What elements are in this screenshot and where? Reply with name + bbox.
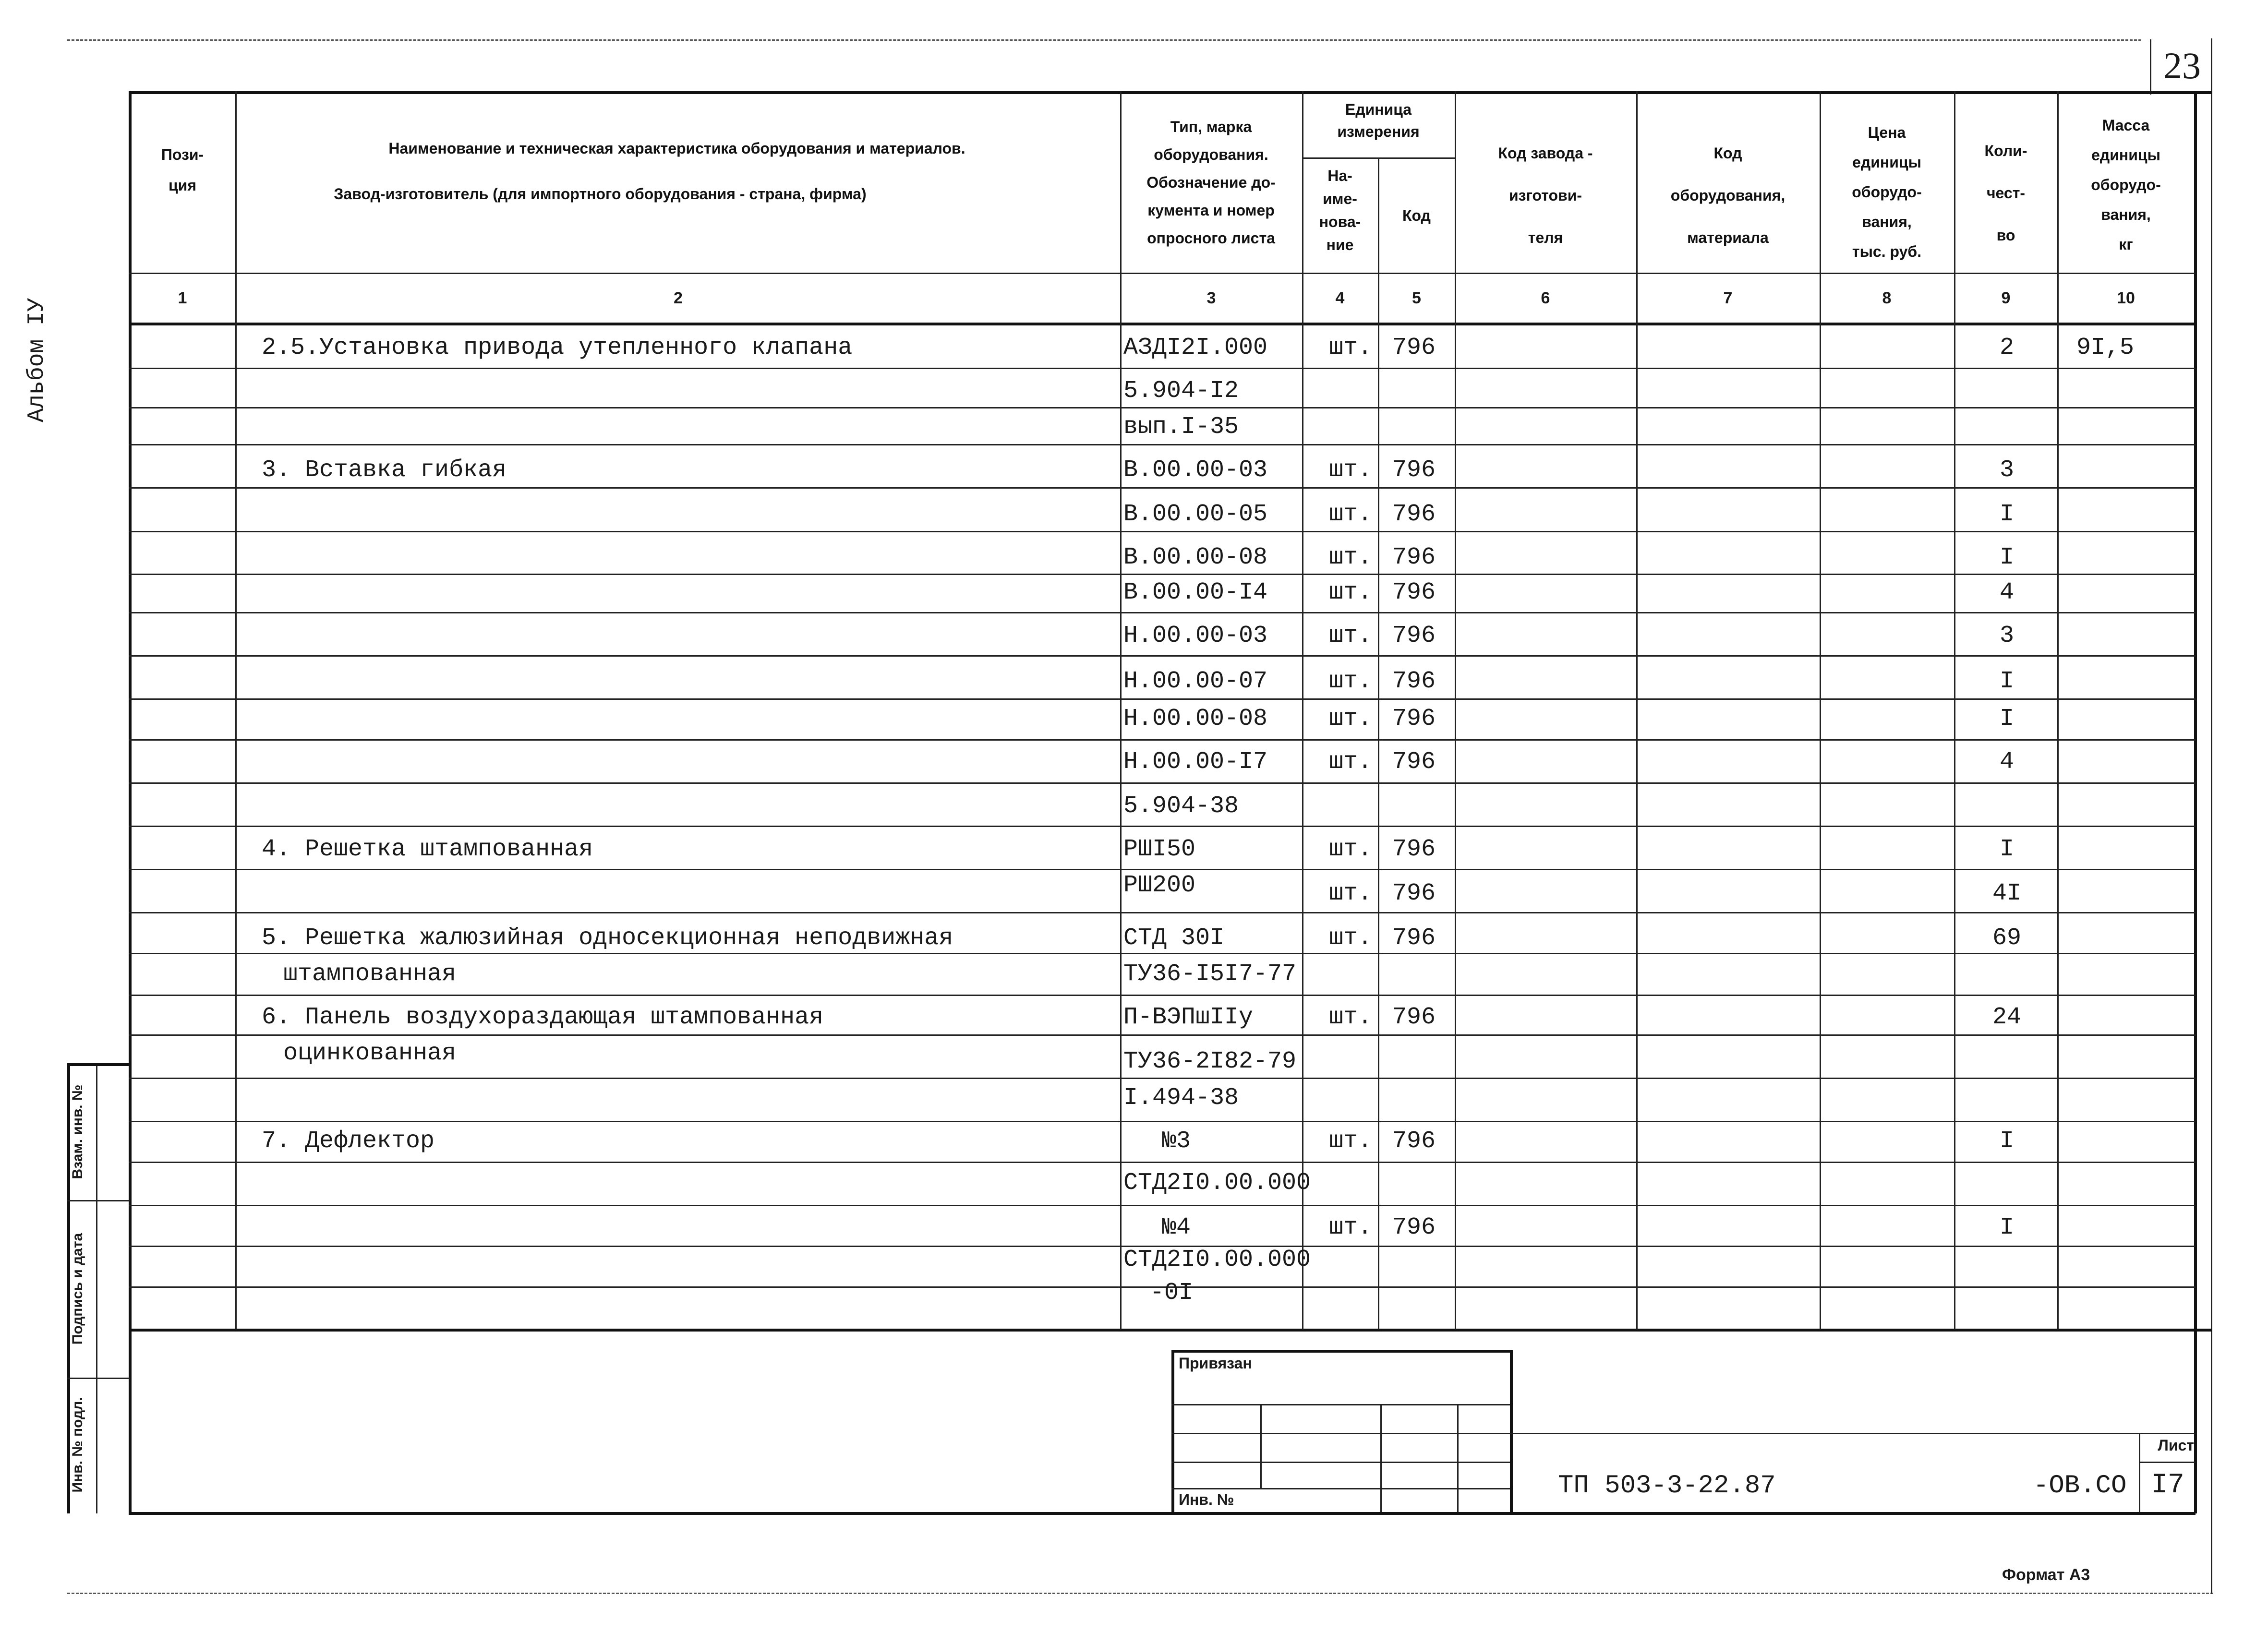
stamp-line xyxy=(1171,1462,1510,1463)
row-line xyxy=(129,995,2196,996)
col-line-2 xyxy=(1120,91,1122,1330)
row-5-code: 796 xyxy=(1392,544,1436,571)
row-5-qty: I xyxy=(1999,544,2014,571)
colnum-8: 8 xyxy=(1882,289,1892,307)
format-label: Формат А3 xyxy=(2002,1566,2090,1584)
row-line xyxy=(129,826,2196,827)
stamp-line xyxy=(1171,1488,1510,1489)
row-19-unit: шт. xyxy=(1328,1128,1372,1155)
row-14-unit: шт. xyxy=(1328,924,1372,952)
row-12-name: 4. Решетка штампованная xyxy=(262,836,593,863)
row-10-qty: 4 xyxy=(1999,748,2014,776)
stamp-vline xyxy=(1260,1404,1262,1488)
row-3-name: 3. Вставка гибкая xyxy=(262,456,507,484)
row-20-type: СТД2I0.00.000 xyxy=(1123,1169,1311,1197)
row-line xyxy=(129,1121,2196,1122)
row-9-type: Н.00.00-08 xyxy=(1123,705,1268,732)
row-9-unit: шт. xyxy=(1328,705,1372,732)
stamp-privyazan-label: Привязан xyxy=(1179,1355,1252,1372)
row-6-unit: шт. xyxy=(1328,579,1372,606)
row-11-type: 5.904-38 xyxy=(1123,792,1239,820)
row-4-qty: I xyxy=(1999,501,2014,528)
header-col1: Пози- ция xyxy=(161,146,204,194)
bottom-trim-line xyxy=(67,1593,2213,1594)
row-7-type: Н.00.00-03 xyxy=(1123,622,1268,649)
top-trim-line xyxy=(67,39,2141,41)
row-13-qty: 4I xyxy=(1992,880,2021,907)
row-14-qty: 69 xyxy=(1992,924,2021,952)
row-4-unit: шт. xyxy=(1328,501,1372,528)
row-21-type: №4 xyxy=(1162,1214,1191,1241)
stamp-title-top xyxy=(1510,1433,2196,1434)
colnum-4: 4 xyxy=(1335,289,1345,307)
frame-left-border xyxy=(129,91,132,1513)
header-col9: Коли- чест- во xyxy=(1984,142,2027,244)
row-4-type: В.00.00-05 xyxy=(1123,501,1268,528)
row-line xyxy=(129,782,2196,784)
row-12-qty: I xyxy=(1999,836,2014,863)
row-22-type: СТД2I0.00.000 xyxy=(1123,1246,1311,1273)
row-4-code: 796 xyxy=(1392,501,1436,528)
stamp-sheet-label: Лист xyxy=(2158,1437,2194,1454)
colnum-6: 6 xyxy=(1541,289,1550,307)
col-line-7 xyxy=(1820,91,1821,1330)
row-5-type: В.00.00-08 xyxy=(1123,544,1268,571)
row-12-type: РШI50 xyxy=(1123,836,1196,863)
row-10-type: Н.00.00-I7 xyxy=(1123,748,1268,776)
row-16-unit: шт. xyxy=(1328,1004,1372,1031)
row-14-name: 5. Решетка жалюзийная односекционная неподвижная xyxy=(262,924,953,952)
row-9-qty: I xyxy=(1999,705,2014,732)
stamp-sheet-left xyxy=(2139,1433,2140,1512)
stamp-doc-suffix: -ОВ.СО xyxy=(2033,1471,2127,1500)
row-19-code: 796 xyxy=(1392,1128,1436,1155)
side-stamp-vzam-inv: Взам. инв. № xyxy=(70,1084,85,1179)
row-3-unit: шт. xyxy=(1328,456,1372,484)
row-0-type: АЗДI2I.000 xyxy=(1123,334,1268,361)
row-14-type: СТД 30I xyxy=(1123,924,1225,952)
colnum-7: 7 xyxy=(1723,289,1733,307)
row-10-unit: шт. xyxy=(1328,748,1372,776)
row-16-name: 6. Панель воздухораздающая штампованная xyxy=(262,1004,824,1031)
row-6-qty: 4 xyxy=(1999,579,2014,606)
row-13-unit: шт. xyxy=(1328,880,1372,907)
stamp-sheet-line xyxy=(2139,1462,2196,1463)
row-17-type: ТУ36-2I82-79 xyxy=(1123,1048,1297,1075)
row-line xyxy=(129,698,2196,700)
col-line-3 xyxy=(1302,91,1303,1330)
row-line xyxy=(129,487,2196,489)
frame-right-border xyxy=(2194,91,2197,1513)
row-9-code: 796 xyxy=(1392,705,1436,732)
row-15-name: штампованная xyxy=(283,960,457,988)
side-stamp-inv-podl: Инв. № подл. xyxy=(70,1397,85,1493)
row-19-name: 7. Дефлектор xyxy=(262,1128,435,1155)
album-label: Альбом IУ xyxy=(24,298,50,422)
row-21-qty: I xyxy=(1999,1214,2014,1241)
row-line xyxy=(129,1034,2196,1036)
row-23-type: -0I xyxy=(1150,1279,1194,1307)
side-stamp-divider-1 xyxy=(67,1200,130,1201)
header-col7: Код оборудования, материала xyxy=(1670,144,1785,246)
header-col4: На- име- нова- ние xyxy=(1319,167,1361,253)
row-0-mass: 9I,5 xyxy=(2076,334,2135,361)
colnum-3: 3 xyxy=(1206,289,1216,307)
header-col5: Код xyxy=(1402,207,1431,224)
row-line xyxy=(129,1078,2196,1079)
header-col45-group: Единица измерения xyxy=(1337,101,1420,140)
row-0-name: 2.5.Установка привода утепленного клапана xyxy=(262,334,853,361)
row-12-unit: шт. xyxy=(1328,836,1372,863)
header-col8: Цена единицы оборудо- вания, тыс. руб. xyxy=(1852,124,1922,260)
row-line xyxy=(129,655,2196,657)
stamp-inv-no-label: Инв. № xyxy=(1179,1491,1234,1508)
row-12-code: 796 xyxy=(1392,836,1436,863)
row-1-type: 5.904-I2 xyxy=(1123,377,1239,405)
row-13-code: 796 xyxy=(1392,880,1436,907)
row-13-type: РШ200 xyxy=(1123,872,1196,899)
stamp-line xyxy=(1171,1404,1510,1405)
row-3-code: 796 xyxy=(1392,456,1436,484)
side-stamp-inner-border xyxy=(96,1063,97,1513)
col-line-8 xyxy=(1954,91,1955,1330)
header-col6: Код завода - изготови- теля xyxy=(1498,144,1593,246)
colnum-bottom-line xyxy=(129,323,2196,325)
row-10-code: 796 xyxy=(1392,748,1436,776)
row-16-qty: 24 xyxy=(1992,1004,2021,1031)
stamp-doc-code: ТП 503-3-22.87 xyxy=(1558,1471,1776,1500)
row-14-code: 796 xyxy=(1392,924,1436,952)
col-line-9 xyxy=(2057,91,2059,1330)
row-5-unit: шт. xyxy=(1328,544,1372,571)
row-line xyxy=(129,444,2196,445)
header-col10: Масса единицы оборудо- вания, кг xyxy=(2091,117,2161,253)
row-line xyxy=(129,368,2196,369)
row-8-unit: шт. xyxy=(1328,668,1372,695)
row-line xyxy=(129,574,2196,575)
row-21-unit: шт. xyxy=(1328,1214,1372,1241)
header-col2-line2: Завод-изготовитель (для импортного оборудования - страна, фирма) xyxy=(334,185,867,203)
row-8-code: 796 xyxy=(1392,668,1436,695)
side-stamp-podpis-data: Подпись и дата xyxy=(70,1233,85,1345)
row-line xyxy=(129,869,2196,870)
row-0-unit: шт. xyxy=(1328,334,1372,361)
row-line xyxy=(129,1205,2196,1206)
right-trim-line xyxy=(2211,38,2212,1594)
table-body-bottom xyxy=(129,1329,2212,1332)
colnum-10: 10 xyxy=(2117,289,2135,307)
row-18-type: I.494-38 xyxy=(1123,1084,1239,1112)
row-3-qty: 3 xyxy=(1999,456,2014,484)
row-16-code: 796 xyxy=(1392,1004,1436,1031)
row-3-type: В.00.00-03 xyxy=(1123,456,1268,484)
row-line xyxy=(129,612,2196,613)
row-line xyxy=(129,1162,2196,1163)
colnum-9: 9 xyxy=(2001,289,2011,307)
row-8-type: Н.00.00-07 xyxy=(1123,668,1268,695)
colnum-5: 5 xyxy=(1412,289,1421,307)
header-bottom-line xyxy=(129,273,2196,274)
stamp-sheet-number: I7 xyxy=(2151,1470,2184,1501)
row-line xyxy=(129,912,2196,913)
stamp-privyazan-right xyxy=(1510,1350,1513,1513)
colnum-2: 2 xyxy=(674,289,683,307)
row-2-type: вып.I-35 xyxy=(1123,413,1239,441)
row-19-type: №3 xyxy=(1162,1128,1191,1155)
row-8-qty: I xyxy=(1999,668,2014,695)
stamp-vline xyxy=(1380,1404,1382,1512)
frame-bottom-border xyxy=(129,1512,2196,1515)
stamp-line xyxy=(1171,1433,1510,1434)
row-7-unit: шт. xyxy=(1328,622,1372,649)
row-6-type: В.00.00-I4 xyxy=(1123,579,1268,606)
row-16-type: П-ВЭПшIIу xyxy=(1123,1004,1254,1031)
row-15-type: ТУ36-I5I7-77 xyxy=(1123,960,1297,988)
row-17-name: оцинкованная xyxy=(283,1040,457,1067)
page-number: 23 xyxy=(2163,45,2201,86)
stamp-vline xyxy=(1457,1404,1459,1512)
col-line-1 xyxy=(235,91,237,1330)
colnum-1: 1 xyxy=(178,289,187,307)
row-6-code: 796 xyxy=(1392,579,1436,606)
row-21-code: 796 xyxy=(1392,1214,1436,1241)
header-col2-line1: Наименование и техническая характеристика оборудования и материалов. xyxy=(388,140,965,157)
row-line xyxy=(129,953,2196,954)
col-line-6 xyxy=(1636,91,1638,1330)
side-stamp-divider-2 xyxy=(67,1378,130,1379)
row-line xyxy=(129,739,2196,741)
row-7-code: 796 xyxy=(1392,622,1436,649)
row-0-qty: 2 xyxy=(1999,334,2014,361)
row-line xyxy=(129,407,2196,408)
row-7-qty: 3 xyxy=(1999,622,2014,649)
page-number-box-left xyxy=(2150,39,2151,95)
row-0-code: 796 xyxy=(1392,334,1436,361)
col-line-5 xyxy=(1455,91,1456,1330)
header-col3: Тип, марка оборудования. Обозначение до- кумента и номер опросного листа xyxy=(1146,118,1276,247)
table-top-border xyxy=(129,91,2212,94)
row-line xyxy=(129,531,2196,532)
row-19-qty: I xyxy=(1999,1128,2014,1155)
stamp-privyazan-top xyxy=(1171,1350,1510,1353)
